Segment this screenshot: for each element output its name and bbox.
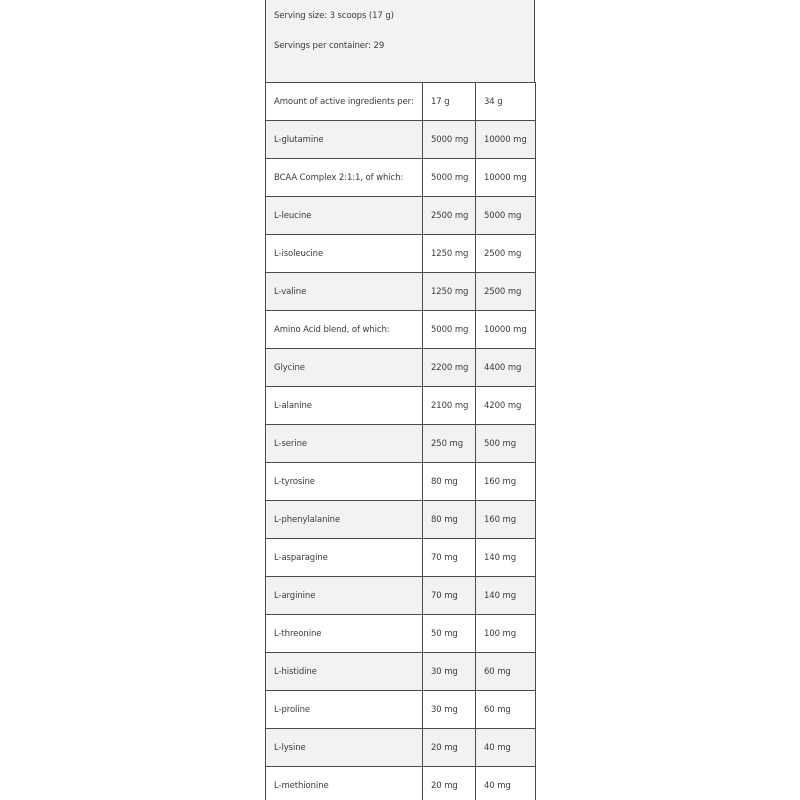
amount-per-17g: 2100 mg [423,387,476,425]
amount-per-17g: 80 mg [423,463,476,501]
amount-per-17g: 20 mg [423,767,476,800]
amount-per-17g: 1250 mg [423,235,476,273]
ingredient-name: L-alanine [266,387,423,425]
ingredient-name: BCAA Complex 2:1:1, of which: [266,159,423,197]
table-row [266,425,536,463]
amount-per-17g: 5000 mg [423,121,476,159]
ingredient-name: L-histidine [266,653,423,691]
amount-per-34g: 40 mg [476,729,536,767]
header-col-17g: 17 g [423,83,476,121]
amount-per-34g: 60 mg [476,653,536,691]
nutrition-facts-panel [265,0,535,800]
ingredient-name: L-methionine [266,767,423,800]
amount-per-34g: 2500 mg [476,235,536,273]
table-row [266,197,536,235]
amount-per-34g: 2500 mg [476,273,536,311]
table-row [266,349,536,387]
amount-per-17g: 30 mg [423,691,476,729]
table-row [266,653,536,691]
table-row [266,463,536,501]
amount-per-34g: 10000 mg [476,159,536,197]
ingredient-name: L-valine [266,273,423,311]
table-row [266,121,536,159]
amount-per-34g: 10000 mg [476,311,536,349]
ingredient-name: L-proline [266,691,423,729]
ingredient-name: L-glutamine [266,121,423,159]
amount-per-34g: 60 mg [476,691,536,729]
amount-per-17g: 80 mg [423,501,476,539]
table-row [266,159,536,197]
amount-per-17g: 30 mg [423,653,476,691]
amount-per-17g: 5000 mg [423,159,476,197]
amount-per-17g: 1250 mg [423,273,476,311]
ingredient-name: L-leucine [266,197,423,235]
table-row [266,539,536,577]
amount-per-34g: 140 mg [476,577,536,615]
ingredient-name: L-threonine [266,615,423,653]
amount-per-34g: 500 mg [476,425,536,463]
amount-per-34g: 4400 mg [476,349,536,387]
amount-per-34g: 40 mg [476,767,536,800]
table-row [266,729,536,767]
ingredients-table [265,82,536,800]
amount-per-34g: 160 mg [476,501,536,539]
amount-per-34g: 10000 mg [476,121,536,159]
ingredient-name: L-arginine [266,577,423,615]
table-row [266,577,536,615]
table-header-row [266,83,536,121]
amount-per-34g: 5000 mg [476,197,536,235]
ingredient-name: L-tyrosine [266,463,423,501]
amount-per-17g: 20 mg [423,729,476,767]
header-col-34g: 34 g [476,83,536,121]
ingredient-name: L-isoleucine [266,235,423,273]
amount-per-17g: 50 mg [423,615,476,653]
table-row [266,767,536,800]
serving-info-box [265,0,535,83]
amount-per-17g: 2200 mg [423,349,476,387]
servings-per-container-text: Servings per container: 29 [274,41,385,51]
ingredient-name: L-phenylalanine [266,501,423,539]
table-row [266,615,536,653]
serving-size-text: Serving size: 3 scoops (17 g) [274,11,394,21]
amount-per-34g: 140 mg [476,539,536,577]
ingredient-name: L-serine [266,425,423,463]
amount-per-17g: 2500 mg [423,197,476,235]
table-row [266,311,536,349]
table-row [266,235,536,273]
ingredient-name: L-lysine [266,729,423,767]
amount-per-34g: 160 mg [476,463,536,501]
ingredient-name: Glycine [266,349,423,387]
amount-per-17g: 250 mg [423,425,476,463]
ingredient-name: L-asparagine [266,539,423,577]
amount-per-17g: 70 mg [423,539,476,577]
ingredient-name: Amino Acid blend, of which: [266,311,423,349]
table-row [266,501,536,539]
table-row [266,691,536,729]
table-row [266,273,536,311]
header-label: Amount of active ingredients per: [266,83,423,121]
amount-per-17g: 70 mg [423,577,476,615]
amount-per-34g: 100 mg [476,615,536,653]
amount-per-17g: 5000 mg [423,311,476,349]
amount-per-34g: 4200 mg [476,387,536,425]
table-row [266,387,536,425]
